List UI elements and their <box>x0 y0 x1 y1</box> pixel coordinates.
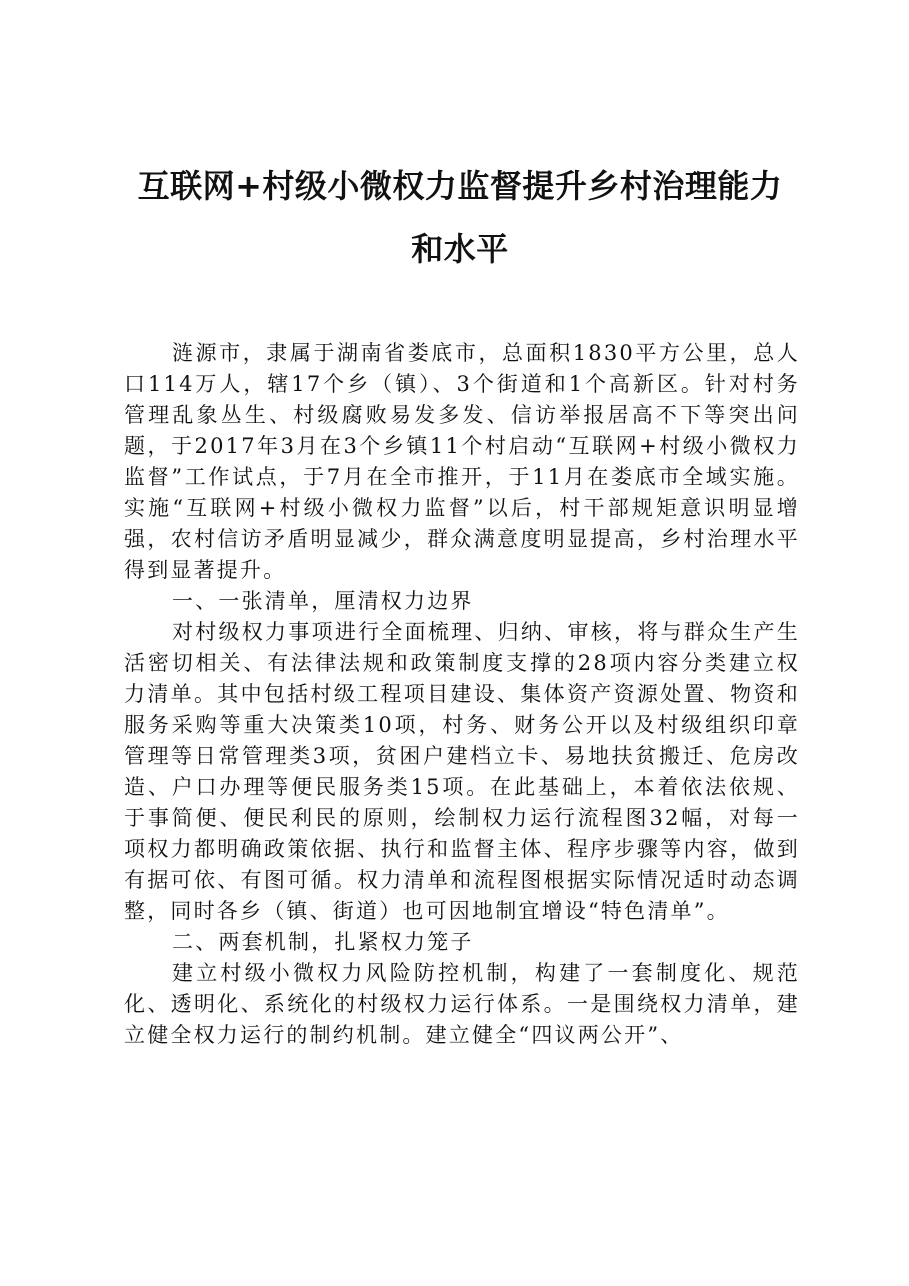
section-heading-1: 一、一张清单，厘清权力边界 <box>172 589 474 613</box>
document-title-line-2: 和水平 <box>411 230 509 268</box>
document-title-line-1: 互联网+村级小微权力监督提升乡村治理能力 <box>137 167 783 205</box>
document-body <box>124 338 800 1051</box>
section-heading-2: 二、两套机制，扎紧权力笼子 <box>172 930 474 954</box>
paragraph-section-2: 建立村级小微权力风险防控机制，构建了一套制度化、规范化、透明化、系统化的村级权力运行体系。一是围绕权力清单，建立健全权力运行的制约机制。建立健全“四议两公开”、 <box>124 961 800 1047</box>
paragraph-intro: 涟源市，隶属于湖南省娄底市，总面积1830平方公里，总人口114万人，辖17个乡（镇）、3个街道和1个高新区。针对村务管理乱象丛生、村级腐败易发多发、信访举报居高不下等突出问题，于2017年3月在3个乡镇11个村启动“互联网+村级小微权力监督”工作试点，于7月在全市推开，于11月在娄底市全域实施。实施“互联网+村级小微权力监督”以后，村干部规矩意识明显增强，农村信访矛盾明显减少，群众满意度明显提高，乡村治理水平得到显著提升。 <box>124 341 800 582</box>
paragraph-section-1: 对村级权力事项进行全面梳理、归纳、审核，将与群众生产生活密切相关、有法律法规和政策制度支撑的28项内容分类建立权力清单。其中包括村级工程项目建设、集体资产资源处置、物资和服务采购等重大决策类10项，村务、财务公开以及村级组织印章管理等日常管理类3项，贫困户建档立卡、易地扶贫搬迁、危房改造、户口办理等便民服务类15项。在此基础上，本着依法依规、于事简便、便民利民的原则，绘制权力运行流程图32幅，对每一项权力都明确政策依据、执行和监督主体、程序步骤等内容，做到有据可依、有图可循。权力清单和流程图根据实际情况适时动态调整，同时各乡（镇、街道）也可因地制宜增设“特色清单”。 <box>124 620 800 923</box>
